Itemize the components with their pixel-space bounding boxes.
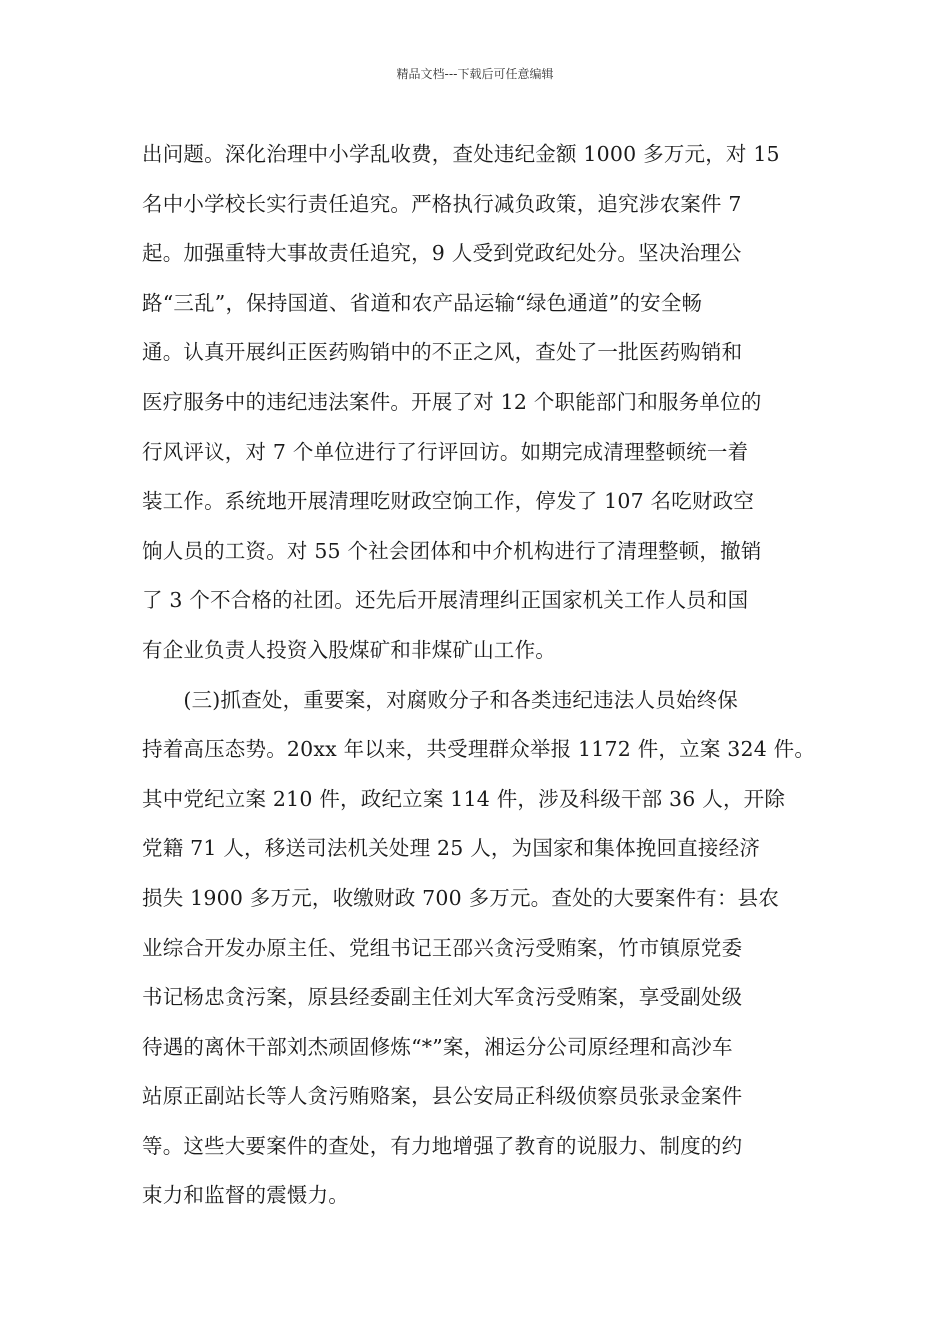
text-line: 等。这些大要案件的查处，有力地增强了教育的说服力、制度的约	[142, 1133, 743, 1158]
text-line: 持着高压态势。20xx 年以来，共受理群众举报 1172 件，立案 324 件。	[142, 737, 816, 762]
text-line: 束力和监督的震慑力。	[142, 1183, 349, 1208]
text-line: 书记杨忠贪污案，原县经委副主任刘大军贪污受贿案，享受副处级	[142, 985, 743, 1010]
text-line: 医疗服务中的违纪违法案件。开展了对 12 个职能部门和服务单位的	[142, 389, 762, 414]
text-line: 党籍 71 人，移送司法机关处理 25 人，为国家和集体挽回直接经济	[142, 836, 761, 861]
text-line: 待遇的离休干部刘杰顽固修炼“*”案，湘运分公司原经理和高沙车	[142, 1034, 733, 1059]
page-header: 精品文档---下载后可任意编辑	[396, 67, 554, 81]
text-line: 出问题。深化治理中小学乱收费，查处违纪金额 1000 多万元，对 15	[142, 142, 780, 166]
text-line: 行风评议，对 7 个单位进行了行评回访。如期完成清理整顿统一着	[142, 439, 749, 464]
document-body	[142, 130, 814, 1221]
text-line: 装工作。系统地开展清理吃财政空饷工作，停发了 107 名吃财政空	[142, 489, 755, 514]
text-line: 了 3 个不合格的社团。还先后开展清理纠正国家机关工作人员和国	[142, 588, 749, 613]
text-line: 饷人员的工资。对 55 个社会团体和中介机构进行了清理整顿，撤销	[142, 538, 762, 563]
text-line: 损失 1900 多万元，收缴财政 700 多万元。查处的大要案件有：县农	[142, 885, 780, 910]
text-line: 站原正副站长等人贪污贿赂案，县公安局正科级侦察员张录金案件	[142, 1084, 743, 1109]
paragraph-start-line: (三)抓查处，重要案，对腐败分子和各类违纪违法人员始终保	[142, 687, 738, 712]
text-line: 业综合开发办原主任、党组书记王邵兴贪污受贿案，竹市镇原党委	[142, 935, 743, 960]
text-line: 通。认真开展纠正医药购销中的不正之风，查处了一批医药购销和	[142, 340, 743, 365]
text-line: 路“三乱”，保持国道、省道和农产品运输“绿色通道”的安全畅	[142, 290, 703, 315]
text-line: 起。加强重特大事故责任追究，9 人受到党政纪处分。坚决治理公	[142, 241, 742, 266]
text-line: 名中小学校长实行责任追究。严格执行减负政策，追究涉农案件 7	[142, 191, 742, 216]
text-line: 其中党纪立案 210 件，政纪立案 114 件，涉及科级干部 36 人，开除	[142, 786, 786, 811]
text-line: 有企业负责人投资入股煤矿和非煤矿山工作。	[142, 637, 556, 662]
